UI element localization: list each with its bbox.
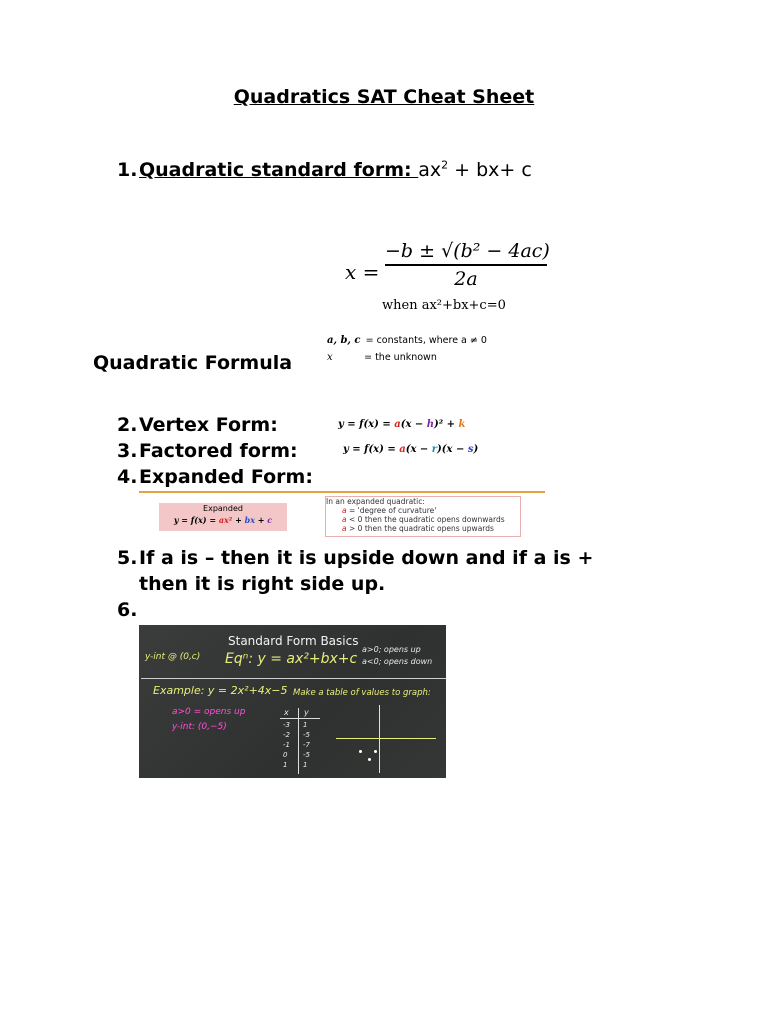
chalk-table-cell: 1 [303,721,308,729]
chalk-table-cell: -1 [283,741,290,749]
chalk-table-y-col [303,720,310,770]
chalk-a-note: a>0 = opens up [172,707,246,717]
orange-divider [139,491,545,493]
chalk-table-cell: -7 [303,741,310,749]
sign-rule-line2: then it is right side up. [139,573,386,595]
list-number: 5. [117,547,138,569]
chalk-table-cell: 0 [283,751,288,759]
chalk-table-cell: 1 [283,761,288,769]
expanded-form-label: Expanded Form: [139,466,313,488]
chalk-graph-point [374,750,377,753]
chalk-divider [141,678,446,679]
list-number: 3. [117,440,138,462]
list-number: 6. [117,599,138,621]
list-item-expanded-form [117,464,313,490]
list-item-factored-form [117,438,298,464]
chalk-graph-point [368,758,371,761]
chalk-table-cell: 1 [303,761,308,769]
chalk-table-x-header: x [284,708,289,717]
chalkboard-title: Standard Form Basics [228,634,359,648]
list-number: 1. [117,159,138,181]
standard-form-expression: $ax^2 + bx+ c$ [418,158,532,181]
info-line: a > 0 then the quadratic opens upwards [342,524,494,533]
chalk-table-x-col [283,720,290,770]
vertex-form-equation: y = f(x) = a(x − h)² + k [338,419,466,430]
chalk-example: Example: y = 2x²+4x−5 [153,684,288,697]
info-line: In an expanded quadratic: [326,497,425,506]
sign-rule-line1: If a is – then it is upside down and if a is + [139,547,594,569]
formula-lhs: x = [345,260,380,284]
chalk-opens-down: a<0; opens down [362,657,433,666]
list-number: 4. [117,466,138,488]
page-title: Quadratics SAT Cheat Sheet [233,86,535,108]
formula-abc-note: a, b, c = constants, where a ≠ 0 [327,335,487,346]
factored-form-label: Factored form: [139,440,298,462]
list-item-standard-form [117,157,532,183]
expanded-equation: y = f(x) = ax² + bx + c [173,515,273,525]
chalk-table-rule [280,718,320,719]
formula-x-note: x = the unknown [327,352,437,363]
info-line: a = 'degree of curvature' [342,506,437,515]
chalk-graph-x-axis [336,738,436,739]
formula-condition: when ax²+bx+c=0 [382,298,506,313]
formula-numerator: −b ± √(b² − 4ac) [385,240,550,262]
info-line: a < 0 then the quadratic opens downwards [342,515,505,524]
factored-form-equation: y = f(x) = a(x − r)(x − s) [343,444,479,455]
chalk-table-y-header: y [304,708,309,717]
standard-form-label: Quadratic standard form: [139,159,419,181]
formula-fraction [385,240,550,290]
chalk-yint-note: y-int: (0,−5) [172,722,227,732]
vertex-form-label: Vertex Form: [139,414,278,436]
chalk-table-cell: -2 [283,731,290,739]
formula-denominator: 2a [454,267,478,290]
list-item-sign-rule [117,545,593,571]
chalk-equation: Eqⁿ: y = ax²+bx+c [225,651,358,667]
chalk-graph-point [359,750,362,753]
chalk-graph-y-axis [379,705,380,773]
expanded-title: Expanded [203,504,243,513]
chalk-table-cell: -3 [283,721,290,729]
chalk-table-cell: -5 [303,751,310,759]
chalk-opens-up: a>0; opens up [362,645,421,654]
chalk-table-rule [298,708,299,774]
list-item-6 [117,597,139,623]
list-item-vertex-form [117,412,278,438]
chalk-table-cell: -5 [303,731,310,739]
list-number: 2. [117,414,138,436]
chalk-table-prompt: Make a table of values to graph: [293,688,431,698]
expanded-info-box [325,496,521,537]
fraction-bar [385,264,547,266]
chalk-yint: y-int @ (0,c) [145,652,201,662]
quadratic-formula-label: Quadratic Formula [93,352,293,374]
